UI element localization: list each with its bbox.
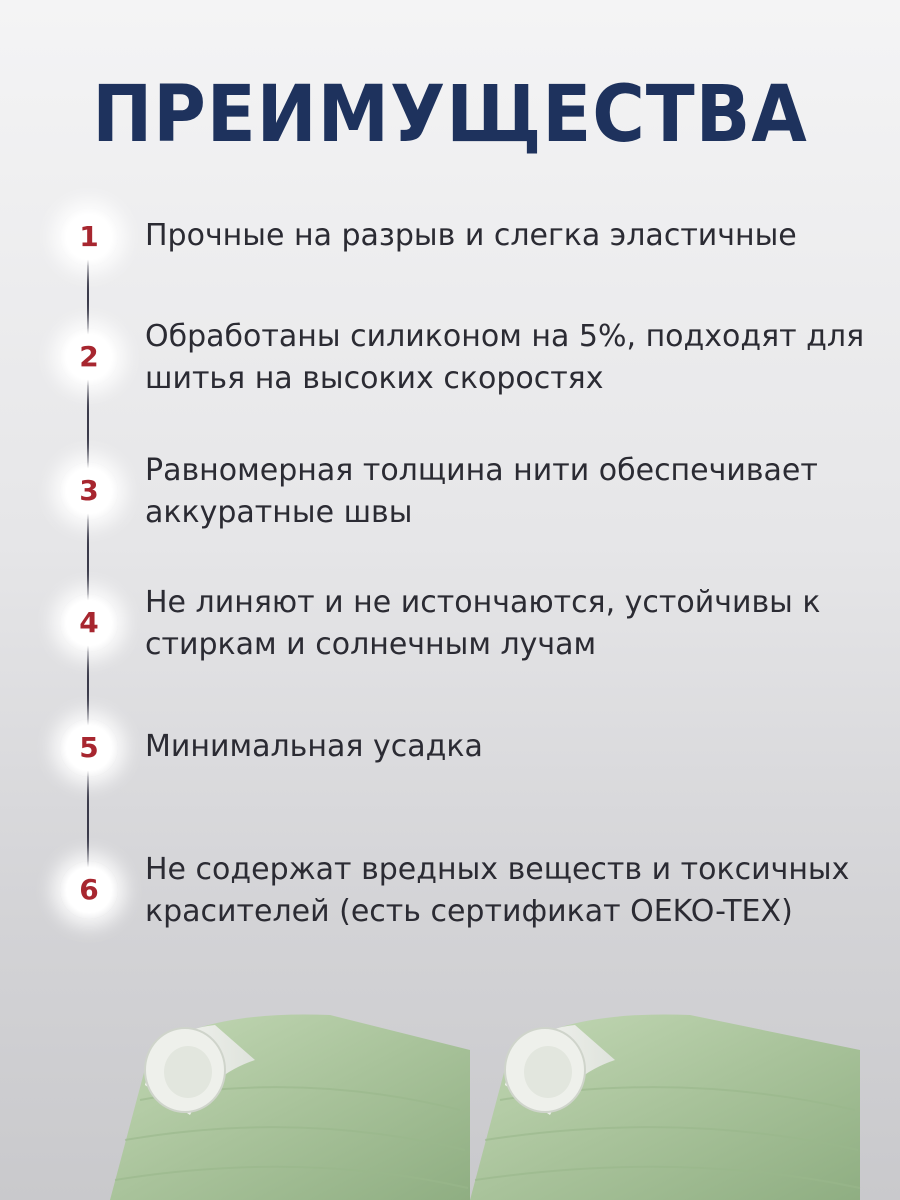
number-badge: 2 [60, 328, 118, 386]
advantage-item-3 [0, 453, 900, 552]
advantage-item-1 [0, 208, 900, 298]
advantage-item-6 [0, 852, 900, 951]
advantage-text: Обработаны силиконом на 5%, подходят для шитья на высоких скоростях [145, 319, 865, 396]
advantage-text: Минимальная усадка [145, 729, 483, 764]
spool-left [110, 1014, 470, 1200]
spool-right [470, 1014, 860, 1200]
advantage-item-4 [0, 585, 900, 684]
number-badge: 1 [60, 208, 118, 266]
advantage-text: Не линяют и не истончаются, устойчивы к стиркам и солнечным лучам [145, 585, 821, 662]
number-badge: 3 [60, 462, 118, 520]
advantage-text: Не содержат вредных веществ и токсичных красителей (есть сертификат OEKO-TEX) [145, 852, 850, 929]
number-badge: 5 [60, 719, 118, 777]
number-badge: 6 [60, 861, 118, 919]
thread-spools-illustration [0, 990, 900, 1200]
advantage-item-5 [0, 719, 900, 809]
page-title: ПРЕИМУЩЕСТВА [92, 70, 808, 160]
advantage-item-2 [0, 319, 900, 418]
advantage-text: Прочные на разрыв и слегка эластичные [145, 218, 797, 253]
number-badge: 4 [60, 594, 118, 652]
advantage-text: Равномерная толщина нити обеспечивает аккуратные швы [145, 453, 818, 530]
